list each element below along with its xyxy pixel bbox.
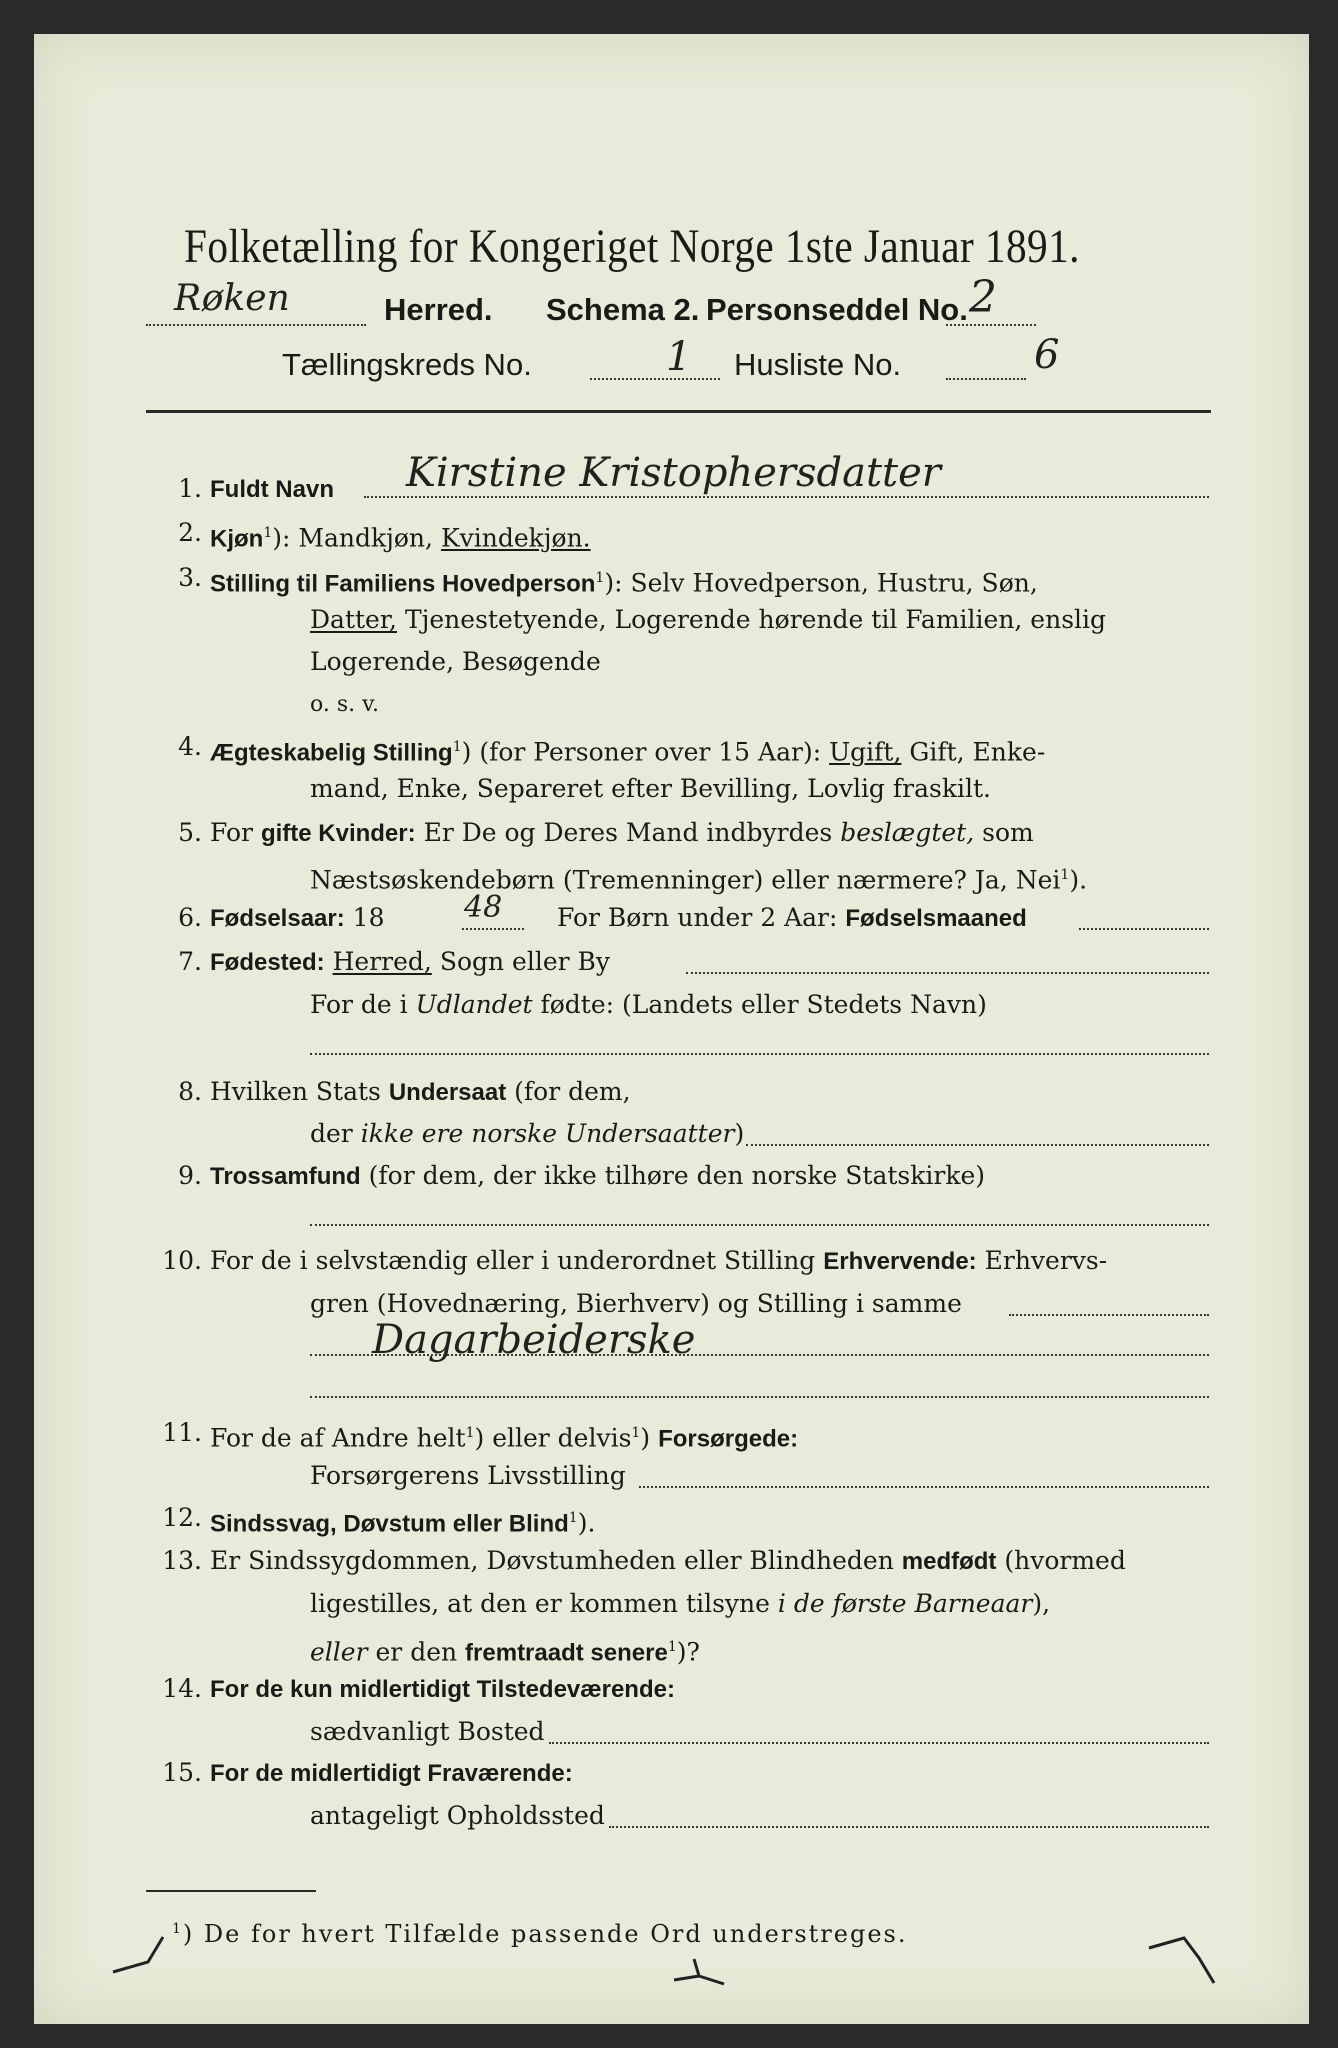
q11-line-1 [210,1418,798,1454]
q5-line-2-end: ). [1069,865,1088,895]
q7-line-2a: For de i [310,990,408,1019]
q13-line-2 [310,1589,1050,1619]
q7-line-2 [310,990,987,1020]
footnote-text: ) De for hvert Tilfælde passende Ord understreges. [182,1920,908,1948]
q1-line [210,474,334,505]
taellingskreds-value: 1 [666,334,692,380]
q8-line-2b: ) [734,1119,745,1148]
q4-rest: ) (for Personer over 15 Aar): [461,737,822,767]
q12-label: Sindssvag, Døvstum eller Blind [210,1510,569,1538]
q6-handwritten-year: 48 [464,890,503,925]
q2-rest: ): Mandkjøn, [272,523,433,553]
q6-prefix: 18 [352,903,385,932]
census-form-page [34,34,1309,2024]
herred-dotted-line [146,324,366,326]
item-number-10: 10. [162,1246,202,1275]
q10-line-1a: For de i selvstændig eller i underordnet Stilling [210,1246,816,1275]
q14-label: For de kun midlertidigt Tilstedeværende: [210,1676,675,1703]
q5-italic: beslægtet, [840,818,975,847]
q4-line-2: mand, Enke, Separeret efter Bevilling, Lovlig fraskilt. [310,774,991,803]
q7-label: Fødested: [210,949,325,976]
q2-sup: 1 [263,525,273,541]
q6-year-dotted-line [462,928,524,930]
item-number-15: 15. [162,1758,202,1787]
q3-rest-2: Tjenestetyende, Logerende hørende til Familien, enslig [404,605,1107,634]
q5-line-1 [210,818,1034,849]
q8-line-2a: der [310,1119,353,1148]
q5-rest: Er De og Deres Mand indbyrdes [423,818,833,847]
q13-line-1a: Er Sindssygdommen, Døvstumheden eller Blindheden [210,1546,894,1575]
herred-value: Røken [174,278,290,319]
q7-selected-option: Herred, [332,947,432,976]
q15-dotted-line [609,1826,1209,1828]
husliste-label: Husliste No. [734,347,902,382]
item-number-4: 4. [178,732,202,761]
q8-line-1b: (for dem, [514,1077,631,1106]
q5-sup: 1 [1060,867,1070,883]
q9-rest: (for dem, der ikke tilhøre den norske Statskirke) [368,1161,986,1190]
q4-sup: 1 [452,739,462,755]
q5-label: gifte Kvinder: [260,820,416,847]
item-number-2: 2. [178,518,202,547]
q15-line-1 [210,1758,573,1789]
q8-line-1a: Hvilken Stats [210,1077,381,1106]
q13-line-3a: er den [375,1637,458,1667]
q13-line-2-italic: i de første Barneaar [777,1589,1033,1618]
q11-line-1b: ) eller delvis [474,1423,632,1453]
q8-label: Undersaat [388,1079,507,1106]
item-number-8: 8. [178,1077,202,1106]
q14-dotted-line [549,1742,1209,1744]
personseddel-value: 2 [969,272,997,323]
q10-dotted-line-3 [310,1396,1209,1398]
q2-label: Kjøn [210,525,264,553]
q14-line-1 [210,1674,675,1705]
q13-line-3 [310,1632,700,1668]
q5-line-2-text: Næstsøskendebørn (Tremenninger) eller nærmere? Ja, Nei [310,865,1061,895]
q6-rest: For Børn under 2 Aar: [557,903,838,932]
q13-line-1b: (hvormed [1004,1546,1126,1575]
corner-mark-right [1144,1928,1224,1988]
q5-for: For [210,818,253,847]
item-number-6: 6. [178,903,202,932]
q1-handwritten-name: Kirstine Kristophersdatter [406,450,941,496]
q7-line-2b: fødte: (Landets eller Stedets Navn) [540,990,987,1019]
q5-line-2 [310,860,1087,895]
q5-end: som [982,818,1034,847]
q13-label: medfødt [901,1548,997,1575]
q7-dotted-line-1 [686,972,1209,974]
q1-dotted-line [364,496,1209,498]
personseddel-label: Personseddel No. [706,292,968,327]
q7-rest: Sogn eller By [439,947,611,976]
q2-line [210,518,591,554]
q8-line-2-italic: ikke ere norske Undersaatter [360,1119,735,1148]
q7-line-1 [210,947,610,978]
q13-line-2a: ligestilles, at den er kommen tilsyne [310,1589,770,1618]
q13-line-3-label: fremtraadt senere [465,1639,668,1667]
q3-line-3: Logerende, Besøgende [310,647,601,676]
q6-label: Fødselsaar: [210,905,345,932]
q3-sup: 1 [595,570,605,586]
q8-line-2 [310,1119,744,1149]
q8-dotted-line [746,1144,1209,1146]
q6-month-dotted-line [1079,928,1209,930]
taellingskreds-label: Tællingskreds No. [282,347,532,382]
q10-handwritten-occupation: Dagarbeiderske [372,1317,696,1363]
q9-line [210,1161,985,1192]
q10-dotted-line-2 [310,1354,1209,1356]
item-number-12: 12. [162,1503,202,1532]
q8-line-1 [210,1077,631,1108]
q11-line-2: Forsørgerens Livsstilling [310,1461,626,1490]
q11-dotted-line [639,1486,1209,1488]
footnote-sup: 1 [172,1921,183,1937]
footnote [172,1914,907,1949]
q10-line-2: gren (Hovednæring, Bierhverv) og Stilling i samme [310,1289,962,1318]
corner-mark-left [108,1932,178,1982]
q13-line-3b: )? [676,1637,700,1667]
item-number-3: 3. [178,563,202,592]
q13-sup: 1 [667,1639,677,1655]
q12-line [210,1503,595,1539]
q4-line-1 [210,732,1045,768]
q11-line-1c: ) [640,1423,651,1453]
husliste-dotted-line [946,378,1026,380]
q10-dotted-line-1 [1009,1314,1209,1316]
personseddel-dotted-line [946,324,1036,326]
husliste-value: 6 [1034,332,1060,378]
form-title: Folketælling for Kongeriget Norge 1ste Januar 1891. [184,220,1080,273]
item-number-5: 5. [178,818,202,847]
q12-end: ). [577,1508,596,1538]
q10-line-1b: Erhvervs- [984,1246,1108,1275]
q11-sup-1: 1 [465,1425,475,1441]
q11-label: Forsørgede: [658,1425,799,1453]
q13-line-3-italic: eller [310,1637,368,1667]
q10-label: Erhvervende: [823,1248,977,1275]
item-number-14: 14. [162,1674,202,1703]
q9-dotted-line [310,1224,1209,1226]
q3-label: Stilling til Familiens Hovedperson [210,570,596,598]
herred-label: Herred. [384,292,493,327]
q6-line-b [557,903,1027,934]
q4-label: Ægteskabelig Stilling [210,739,453,767]
corner-mark-center [664,1954,734,1994]
q9-label: Trossamfund [210,1163,361,1190]
q1-label: Fuldt Navn [210,476,334,503]
q2-selected-option: Kvindekjøn. [440,523,591,553]
q3-line-1 [210,563,1038,599]
q6-label-2: Fødselsmaaned [845,905,1027,932]
q3-line-4: o. s. v. [310,692,379,717]
q13-line-1 [210,1546,1126,1577]
item-number-7: 7. [178,947,202,976]
q3-selected-option: Datter, [310,605,397,634]
q4-end: Gift, Enke- [909,737,1046,767]
item-number-9: 9. [178,1161,202,1190]
q15-line-2: antageligt Opholdssted [310,1801,605,1830]
item-number-1: 1. [178,474,202,503]
item-number-11: 11. [162,1418,202,1447]
q7-line-2-italic: Udlandet [415,990,533,1019]
q3-rest-1: ): Selv Hovedperson, Hustru, Søn, [604,568,1038,598]
header-rule [146,410,1211,413]
q4-selected-option: Ugift, [829,737,902,767]
q13-line-2b: ), [1032,1589,1051,1618]
item-number-13: 13. [162,1546,202,1575]
q10-line-1 [210,1246,1107,1277]
taellingskreds-dotted-line [590,378,720,380]
q7-dotted-line-2 [310,1053,1209,1055]
footnote-rule [146,1890,316,1892]
q11-sup-2: 1 [631,1425,641,1441]
q14-line-2: sædvanligt Bosted [310,1717,545,1746]
q6-line [210,903,384,934]
schema-label: Schema 2. [546,292,700,327]
q11-line-1a: For de af Andre helt [210,1423,466,1453]
q12-sup: 1 [568,1510,578,1526]
q3-line-2 [310,605,1106,635]
q15-label: For de midlertidigt Fraværende: [210,1760,573,1787]
